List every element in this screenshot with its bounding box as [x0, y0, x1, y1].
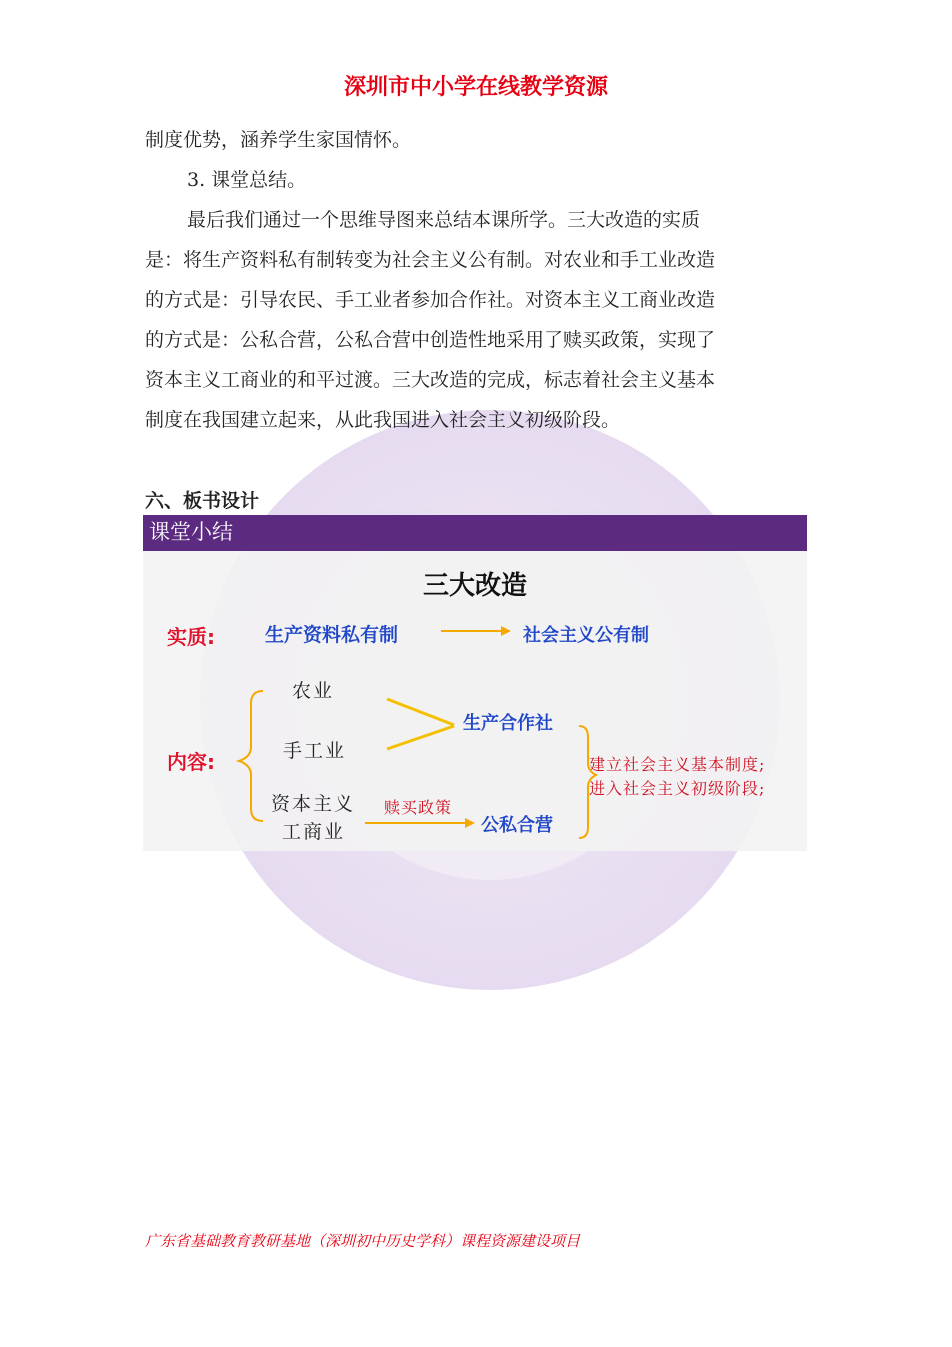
page-footer: 广东省基础教育教研基地（深圳初中历史学科）课程资源建设项目	[145, 1232, 581, 1250]
list-item-3: 3. 课堂总结。	[187, 169, 307, 191]
summary-line-1: 最后我们通过一个思维导图来总结本课所学。三大改造的实质	[187, 209, 701, 231]
paragraph-line: 制度优势，涵养学生家国情怀。	[145, 129, 412, 151]
essence-label: 实质:	[167, 625, 215, 649]
slide-bar-title: 课堂小结	[143, 515, 807, 551]
handicraft-label: 手工业	[283, 740, 347, 762]
capitalist-label-line2: 工商业	[282, 821, 346, 843]
result-brace	[579, 726, 596, 838]
summary-line-5: 资本主义工商业的和平过渡。三大改造的完成，标志着社会主义基本	[145, 369, 716, 391]
page-header-title: 深圳市中小学在线教学资源	[343, 74, 608, 100]
section-title: 六、板书设计	[145, 490, 260, 512]
slide-title: 三大改造	[422, 571, 527, 601]
buyout-arrow	[365, 818, 475, 828]
summary-line-3: 的方式是：引导农民、手工业者参加合作社。对资本主义工商业改造	[145, 289, 716, 311]
result-line-2: 进入社会主义初级阶段;	[589, 779, 766, 798]
result-line-1: 建立社会主义基本制度;	[589, 755, 766, 774]
buyout-policy-label: 赎买政策	[384, 798, 453, 817]
private-ownership-label: 生产资料私有制	[265, 624, 399, 646]
joint-venture-label: 公私合营	[481, 815, 553, 836]
capitalist-label-line1: 资本主义	[271, 793, 356, 815]
content-label: 内容:	[167, 750, 215, 774]
summary-line-2: 是：将生产资料私有制转变为社会主义公有制。对农业和手工业改造	[145, 249, 716, 271]
summary-slide	[143, 515, 807, 851]
essence-arrow	[441, 626, 511, 636]
summary-line-4: 的方式是：公私合营，公私合营中创造性地采用了赎买政策，实现了	[145, 329, 716, 351]
slide-diagram-lines	[143, 551, 807, 851]
summary-line-6: 制度在我国建立起来，从此我国进入社会主义初级阶段。	[145, 409, 621, 431]
agriculture-label: 农业	[292, 680, 335, 702]
cooperative-label: 生产合作社	[463, 713, 553, 734]
content-brace	[239, 691, 263, 821]
converge-lines	[387, 699, 454, 749]
public-ownership-label: 社会主义公有制	[523, 625, 649, 646]
